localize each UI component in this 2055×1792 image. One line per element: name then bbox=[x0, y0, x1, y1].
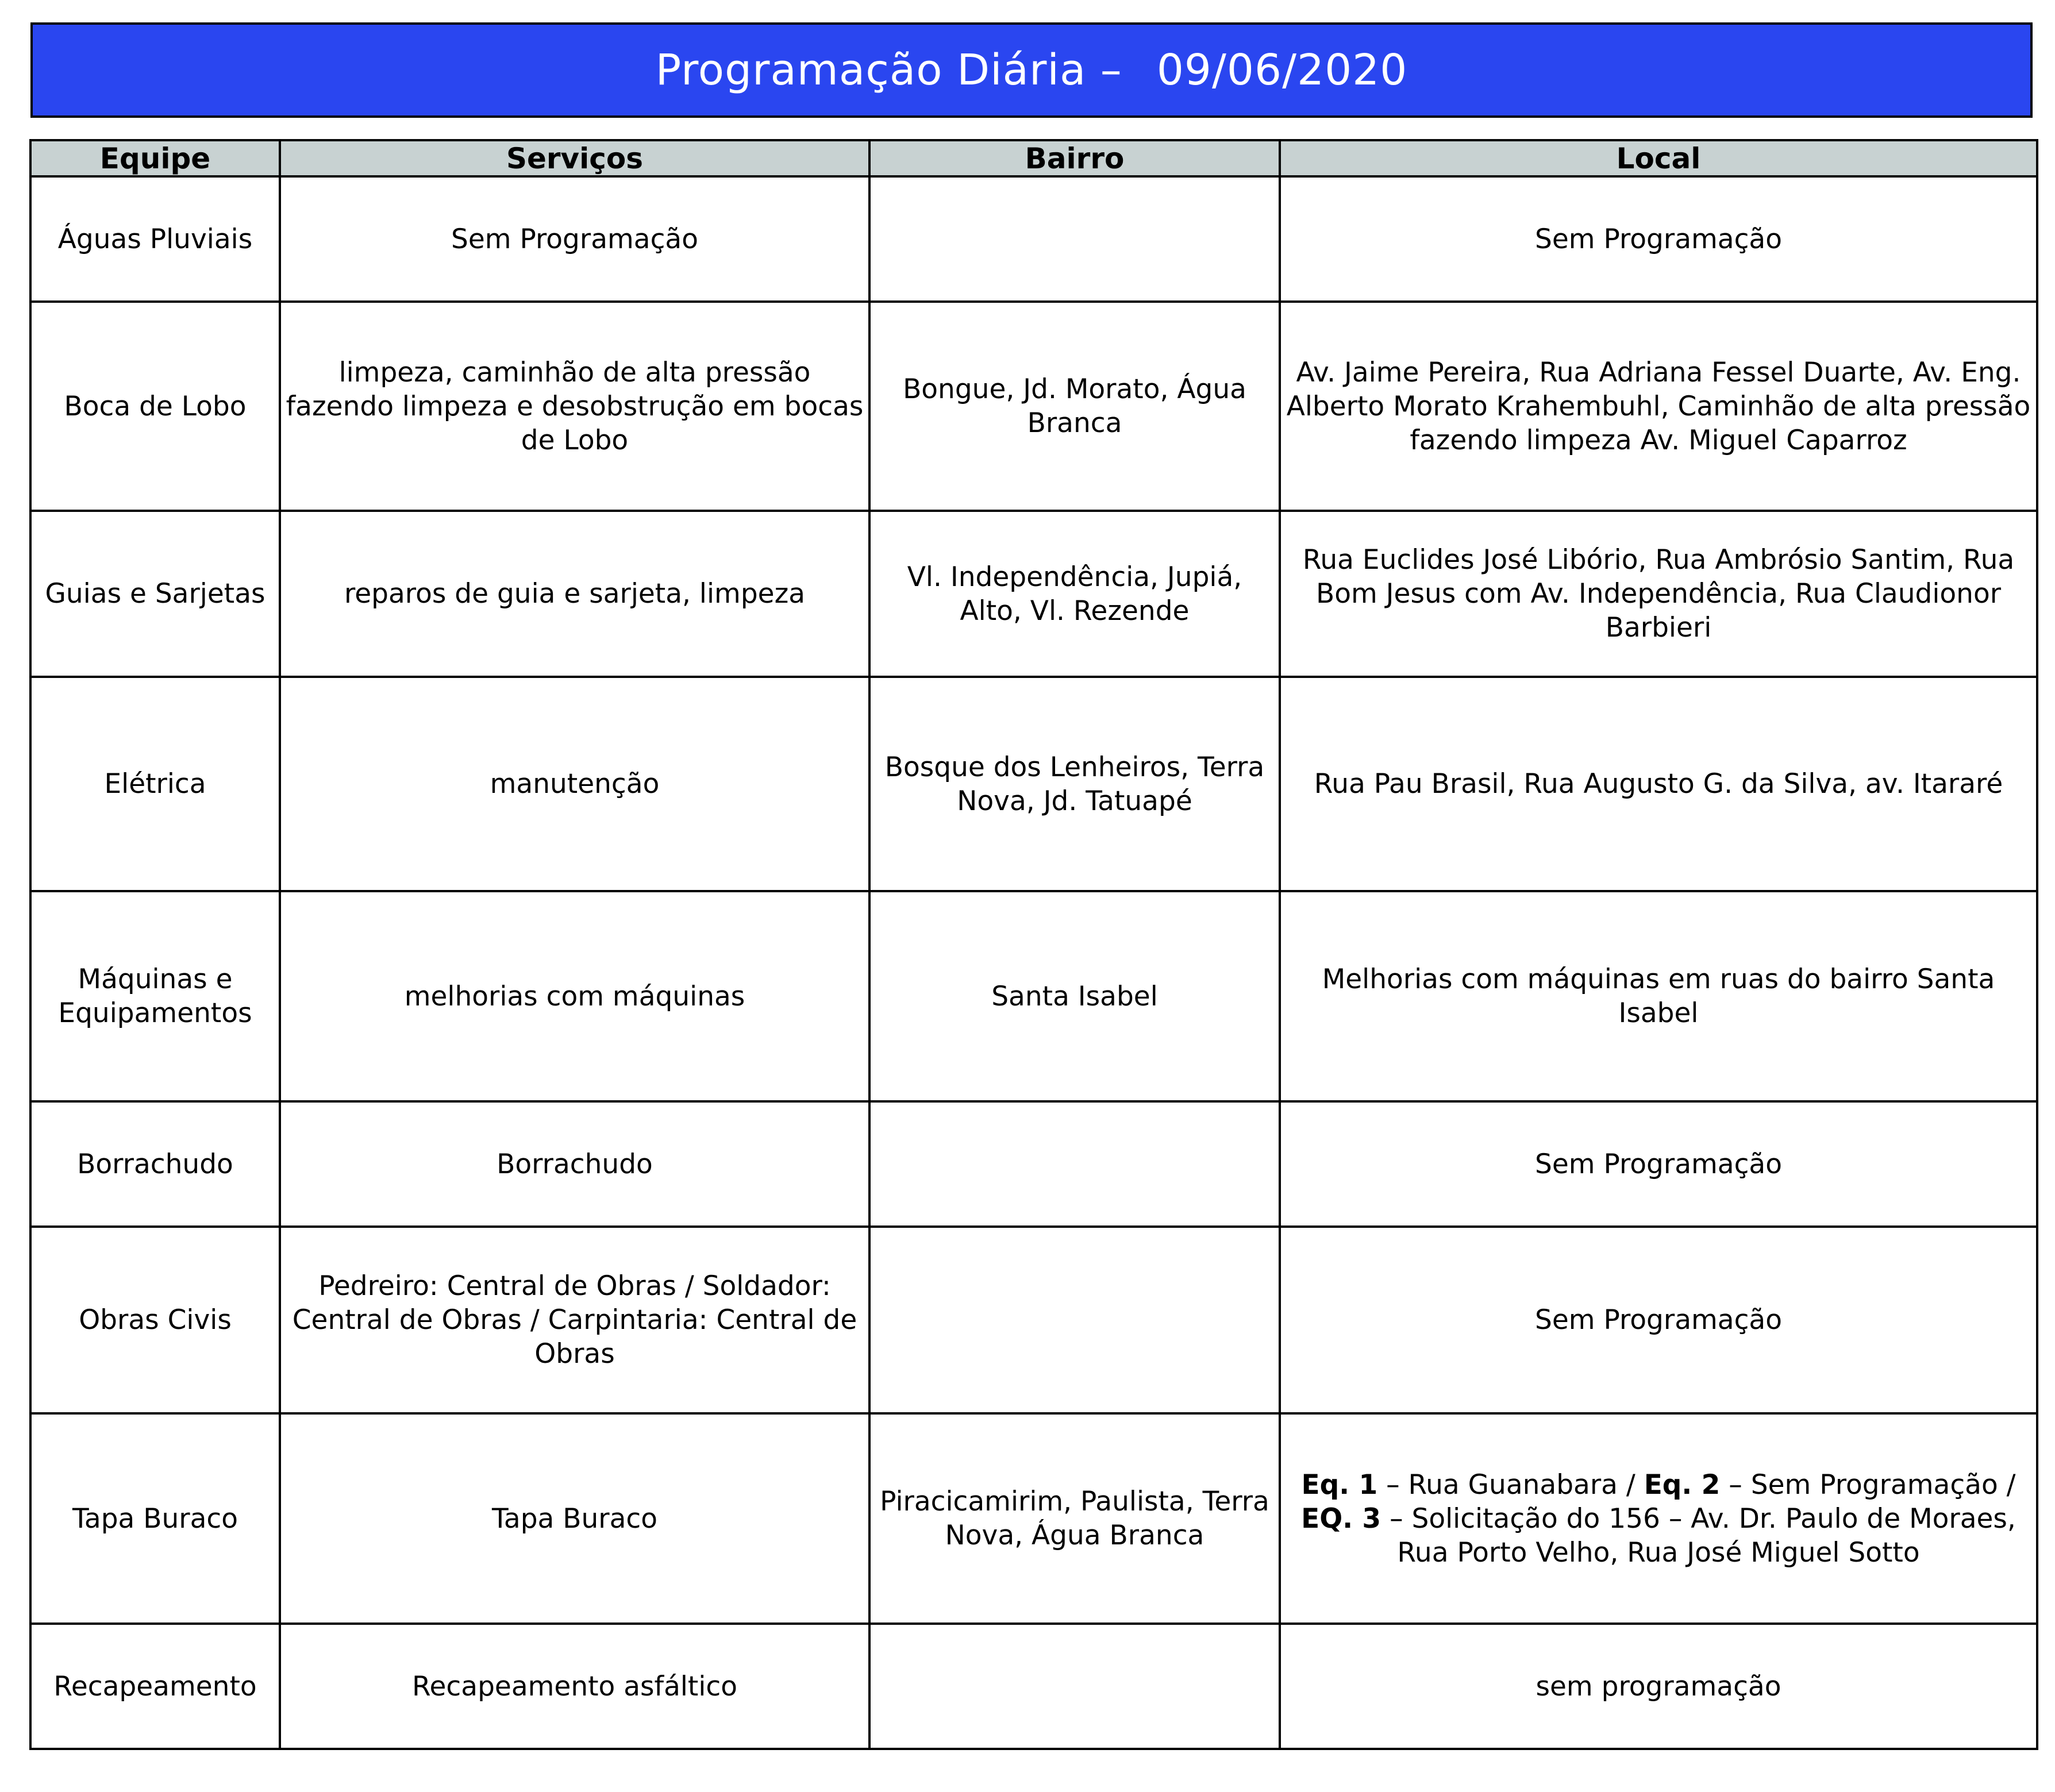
cell-servicos: manutenção bbox=[280, 677, 869, 891]
column-header-equipe: Equipe bbox=[30, 140, 280, 176]
cell-equipe: Guias e Sarjetas bbox=[30, 511, 280, 677]
cell-servicos: Tapa Buraco bbox=[280, 1413, 869, 1624]
cell-local: sem programação bbox=[1280, 1624, 2037, 1749]
cell-local bbox=[1280, 1413, 2037, 1624]
cell-bairro bbox=[869, 1101, 1280, 1227]
cell-local: Sem Programação bbox=[1280, 176, 2037, 302]
column-header-local: Local bbox=[1280, 140, 2037, 176]
cell-local: Melhorias com máquinas em ruas do bairro Santa Isabel bbox=[1280, 891, 2037, 1101]
cell-bairro bbox=[869, 1227, 1280, 1413]
table-row bbox=[30, 677, 2037, 891]
table-row bbox=[30, 302, 2037, 511]
local-eq1-label: Eq. 1 bbox=[1301, 1469, 1378, 1501]
cell-local: Sem Programação bbox=[1280, 1101, 2037, 1227]
title-date: 09/06/2020 bbox=[1156, 45, 1408, 95]
local-eq3-label: EQ. 3 bbox=[1301, 1502, 1381, 1535]
cell-local: Av. Jaime Pereira, Rua Adriana Fessel Duarte, Av. Eng. Alberto Morato Krahembuhl, Caminhão de alta pressão fazendo limpeza Av. Miguel Caparroz bbox=[1280, 302, 2037, 511]
cell-equipe: Máquinas e Equipamentos bbox=[30, 891, 280, 1101]
cell-equipe: Obras Civis bbox=[30, 1227, 280, 1413]
cell-equipe: Águas Pluviais bbox=[30, 176, 280, 302]
cell-equipe: Borrachudo bbox=[30, 1101, 280, 1227]
cell-local: Sem Programação bbox=[1280, 1227, 2037, 1413]
table-row bbox=[30, 176, 2037, 302]
cell-servicos: reparos de guia e sarjeta, limpeza bbox=[280, 511, 869, 677]
cell-servicos: Sem Programação bbox=[280, 176, 869, 302]
cell-bairro: Santa Isabel bbox=[869, 891, 1280, 1101]
cell-bairro: Piracicamirim, Paulista, Terra Nova, Água Branca bbox=[869, 1413, 1280, 1624]
header-row bbox=[30, 140, 2037, 176]
title-text: Programação Diária – bbox=[655, 45, 1122, 95]
cell-equipe: Boca de Lobo bbox=[30, 302, 280, 511]
cell-servicos: Borrachudo bbox=[280, 1101, 869, 1227]
cell-servicos: Pedreiro: Central de Obras / Soldador: Central de Obras / Carpintaria: Central de Obras bbox=[280, 1227, 869, 1413]
cell-bairro bbox=[869, 176, 1280, 302]
cell-equipe: Recapeamento bbox=[30, 1624, 280, 1749]
column-header-servicos: Serviços bbox=[280, 140, 869, 176]
cell-local: Rua Euclides José Libório, Rua Ambrósio Santim, Rua Bom Jesus com Av. Independência, Rua Claudionor Barbieri bbox=[1280, 511, 2037, 677]
local-eq3-text: – Solicitação do 156 – Av. Dr. Paulo de Moraes, Rua Porto Velho, Rua José Miguel Sotto bbox=[1381, 1502, 2016, 1569]
cell-bairro: Bosque dos Lenheiros, Terra Nova, Jd. Tatuapé bbox=[869, 677, 1280, 891]
schedule-table bbox=[29, 139, 2038, 1750]
table-row bbox=[30, 1624, 2037, 1749]
table-row bbox=[30, 1413, 2037, 1624]
local-eq2-text: – Sem Programação / bbox=[1720, 1469, 2016, 1501]
table-row bbox=[30, 1101, 2037, 1227]
cell-equipe: Elétrica bbox=[30, 677, 280, 891]
cell-servicos: limpeza, caminhão de alta pressão fazendo limpeza e desobstrução em bocas de Lobo bbox=[280, 302, 869, 511]
cell-servicos: melhorias com máquinas bbox=[280, 891, 869, 1101]
column-header-bairro: Bairro bbox=[869, 140, 1280, 176]
cell-bairro bbox=[869, 1624, 1280, 1749]
local-eq2-label: Eq. 2 bbox=[1644, 1469, 1721, 1501]
table-row bbox=[30, 891, 2037, 1101]
local-eq1-text: – Rua Guanabara / bbox=[1377, 1469, 1644, 1501]
cell-equipe: Tapa Buraco bbox=[30, 1413, 280, 1624]
table-row bbox=[30, 1227, 2037, 1413]
table-row bbox=[30, 511, 2037, 677]
cell-local: Rua Pau Brasil, Rua Augusto G. da Silva, av. Itararé bbox=[1280, 677, 2037, 891]
page-title bbox=[30, 22, 2033, 118]
cell-servicos: Recapeamento asfáltico bbox=[280, 1624, 869, 1749]
cell-bairro: Vl. Independência, Jupiá, Alto, Vl. Rezende bbox=[869, 511, 1280, 677]
cell-bairro: Bongue, Jd. Morato, Água Branca bbox=[869, 302, 1280, 511]
